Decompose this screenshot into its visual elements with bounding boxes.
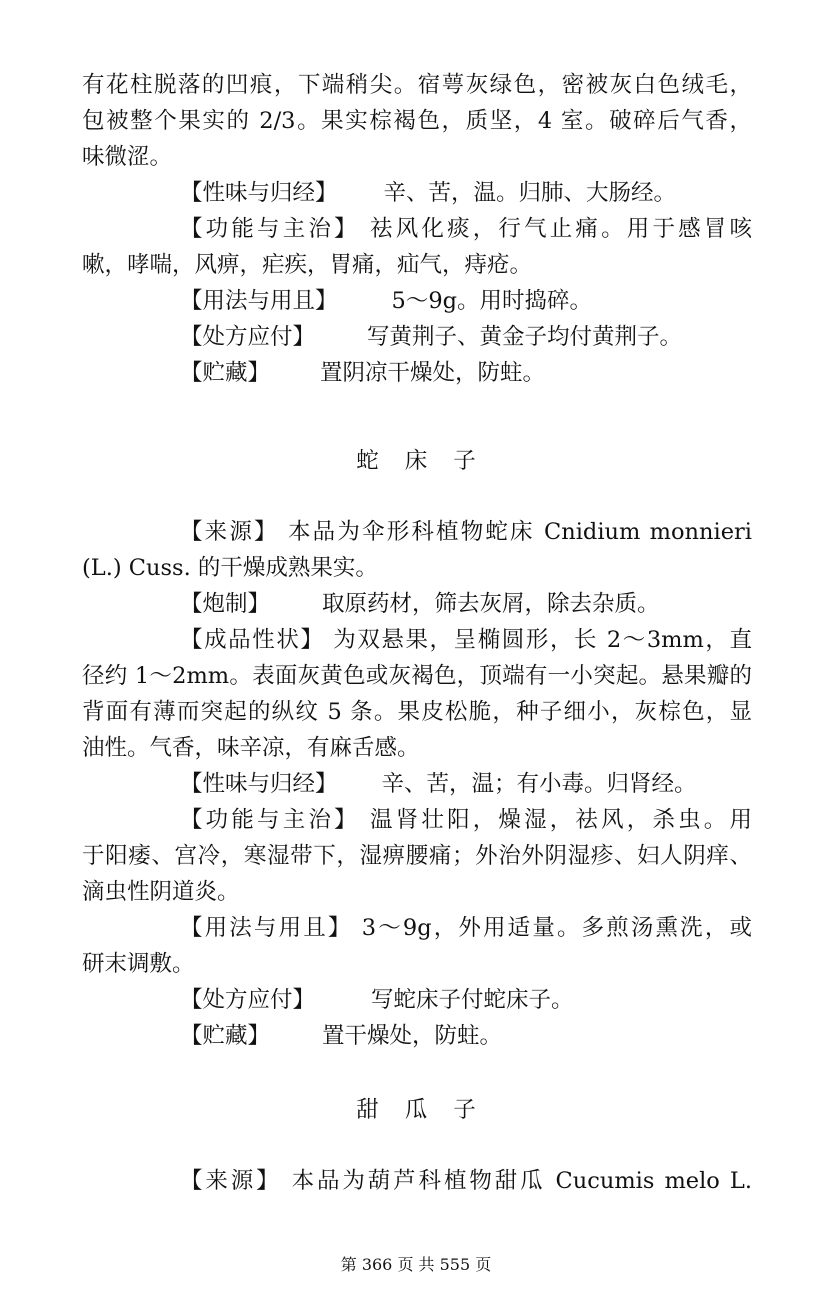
entry-text: 本品为伞形科植物蛇床 Cnidium monnieri bbox=[288, 519, 752, 545]
entry-usage bbox=[180, 283, 752, 319]
text-line: 油性。气香，味辛凉，有麻舌感。 bbox=[82, 735, 420, 761]
entry-storage bbox=[180, 1018, 752, 1054]
text-line: 背面有薄而突起的纵纹 5 条。果皮松脆，种子细小，灰棕色，显 bbox=[82, 699, 752, 725]
entry-label: 【炮制】 bbox=[180, 591, 271, 617]
entry-label: 【来源】 bbox=[180, 1168, 282, 1194]
entry-label: 【用法与用且】 bbox=[180, 288, 338, 314]
text-line: 有花柱脱落的凹痕，下端稍尖。宿萼灰绿色，密被灰白色绒毛， bbox=[82, 72, 752, 98]
section-title-tian-gua-zi: 甜瓜子 bbox=[356, 1097, 502, 1123]
entry-label: 【贮藏】 bbox=[180, 1023, 271, 1049]
entry-text: 取原药材，筛去灰屑，除去杂质。 bbox=[322, 591, 660, 617]
text-line: 径约 1～2mm。表面灰黄色或灰褐色，顶端有一小突起。悬果瓣的 bbox=[82, 663, 752, 689]
text-line: 滴虫性阴道炎。 bbox=[82, 879, 240, 905]
entry-text: 置干燥处，防蛀。 bbox=[322, 1023, 503, 1049]
entry-text: 辛、苦，温；有小毒。归肾经。 bbox=[381, 771, 697, 797]
entry-text: 置阴凉干燥处，防蛀。 bbox=[320, 360, 546, 386]
entry-nature-meridian bbox=[180, 766, 752, 802]
entry-text: 为双悬果，呈椭圆形，长 2～3mm，直 bbox=[333, 627, 752, 653]
entry-text: 5～9g。用时捣碎。 bbox=[391, 288, 593, 314]
entry-label: 【来源】 bbox=[180, 519, 279, 545]
entry-prescription bbox=[180, 982, 752, 1018]
entry-nature-meridian bbox=[180, 175, 752, 211]
entry-label: 【处方应付】 bbox=[180, 987, 316, 1013]
entry-text: 3～9g，外用适量。多煎汤熏洗，或 bbox=[361, 915, 752, 941]
entry-label: 【成品性状】 bbox=[180, 627, 325, 653]
entry-prescription bbox=[180, 319, 752, 355]
entry-text: 祛风化痰，行气止痛。用于感冒咳 bbox=[370, 216, 752, 242]
entry-label: 【用法与用且】 bbox=[180, 915, 353, 941]
entry-storage bbox=[180, 355, 752, 391]
entry-text: 温肾壮阳，燥湿，祛风，杀虫。用 bbox=[370, 807, 752, 833]
entry-text: 写黄荆子、黄金子均付黄荆子。 bbox=[367, 324, 683, 350]
text-line: 包被整个果实的 2/3。果实棕褐色，质坚，4 室。破碎后气香， bbox=[82, 108, 752, 134]
text-line: 嗽，哮喘，风痹，疟疾，胃痛，疝气，痔疮。 bbox=[82, 252, 533, 278]
entry-label: 【贮藏】 bbox=[180, 360, 271, 386]
entry-label: 【功能与主治】 bbox=[180, 807, 360, 833]
entry-function bbox=[180, 211, 752, 247]
entry-label: 【性味与归经】 bbox=[180, 180, 338, 206]
section-title-she-chuang-zi: 蛇床子 bbox=[356, 448, 502, 474]
text-line: 于阳痿、宫冷，寒湿带下，湿痹腰痛；外治外阴湿疹、妇人阴痒、 bbox=[82, 843, 752, 869]
entry-usage bbox=[180, 910, 752, 946]
entry-processing bbox=[180, 586, 752, 622]
entry-text: 辛、苦，温。归肺、大肠经。 bbox=[383, 180, 677, 206]
text-line: 研末调敷。 bbox=[82, 951, 195, 977]
entry-source bbox=[180, 1163, 752, 1199]
entry-traits bbox=[180, 622, 752, 658]
entry-function bbox=[180, 802, 752, 838]
entry-label: 【处方应付】 bbox=[180, 324, 316, 350]
entry-text: 写蛇床子付蛇床子。 bbox=[371, 987, 574, 1013]
text-line: (L.) Cuss. 的干燥成熟果实。 bbox=[82, 555, 378, 581]
entry-text: 本品为葫芦科植物甜瓜 Cucumis melo L. bbox=[291, 1168, 752, 1194]
entry-label: 【性味与归经】 bbox=[180, 771, 338, 797]
entry-label: 【功能与主治】 bbox=[180, 216, 360, 242]
entry-source bbox=[180, 514, 752, 550]
page-footer: 第 366 页 共 555 页 bbox=[340, 1255, 492, 1274]
text-line: 味微涩。 bbox=[82, 144, 173, 170]
